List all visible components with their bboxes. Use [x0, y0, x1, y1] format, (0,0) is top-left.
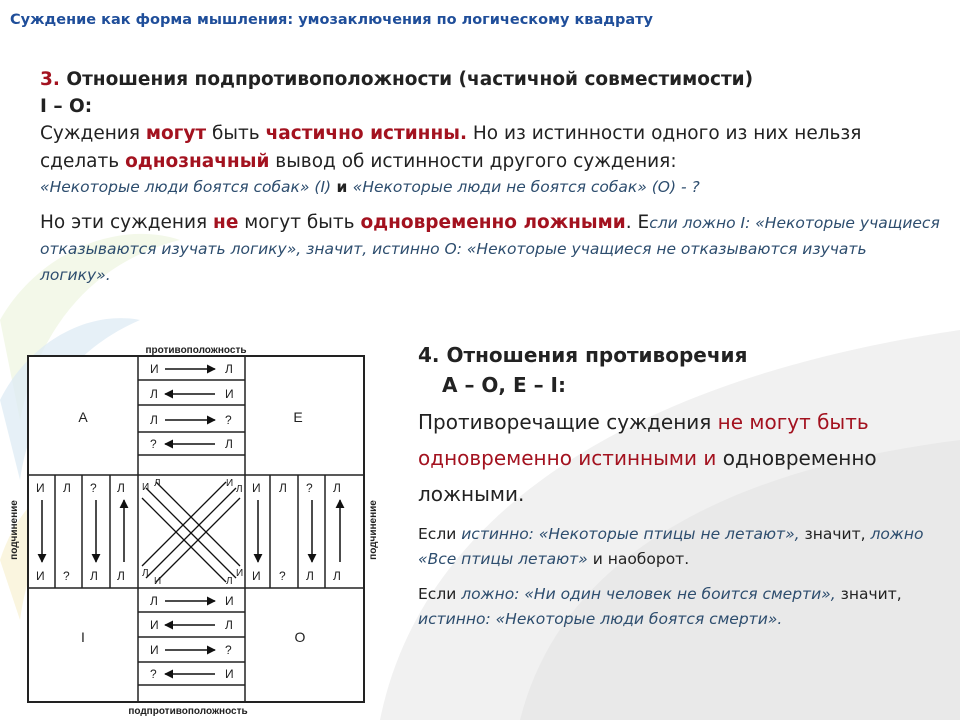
- cell-left-2-a: ?: [90, 481, 97, 495]
- text-run: значит,: [804, 525, 871, 543]
- cell-bottom-0-a: Л: [150, 594, 158, 608]
- text-run: Но из истинности одного из них нельзя сделать: [40, 123, 862, 172]
- label-contrariety: противоположность: [145, 345, 247, 356]
- cell-right-1-a: Л: [279, 481, 287, 495]
- section3-paragraph1: [40, 120, 940, 176]
- emph-run: частично истинны.: [265, 123, 467, 144]
- section4-title: 4. Отношения противоречия: [418, 343, 748, 367]
- section3-title: Отношения подпротивоположности (частичной совместимости): [59, 69, 754, 90]
- corner-a: А: [78, 409, 88, 425]
- cell-bottom-1-b: Л: [225, 618, 233, 632]
- conjunction: и: [331, 178, 353, 196]
- slide-header: Суждение как форма мышления: умозаключения по логическому квадрату: [10, 12, 653, 28]
- section4-pairs: А – О, Е – I:: [442, 373, 566, 397]
- corner-e: Е: [293, 409, 303, 425]
- corner-o: О: [294, 629, 306, 645]
- cell-bottom-2-b: ?: [225, 643, 232, 657]
- center-letter: И: [226, 478, 234, 489]
- example-text: истинно О: «Некоторые учащиеся не отказываются изучать логику».: [40, 240, 867, 284]
- text-run: Если: [418, 525, 462, 543]
- example-text: истинно: «Некоторые птицы не летают»,: [461, 525, 805, 543]
- cell-right-3-a: Л: [333, 481, 341, 495]
- emph-run: однозначный: [125, 151, 270, 172]
- label-subcontrariety: подпротивоположность: [128, 706, 248, 717]
- example-text: ложно: «Ни один человек не боится смерти»,: [461, 585, 841, 603]
- cell-top-2-b: ?: [225, 413, 232, 427]
- cell-top-0-a: И: [150, 362, 159, 376]
- section4-example1: [418, 522, 948, 572]
- label-subalternation-right: подчинение: [368, 500, 379, 560]
- cell-right-3-b: Л: [333, 569, 341, 583]
- cell-bottom-0-b: И: [225, 594, 234, 608]
- text-run: Но эти суждения: [40, 212, 214, 233]
- emph-run: одновременно ложными: [360, 212, 626, 233]
- cell-top-1-b: И: [225, 387, 234, 401]
- text-run: и наоборот.: [587, 550, 690, 568]
- text-run: могут быть: [238, 212, 361, 233]
- example-text: истинно: «Некоторые люди боятся смерти».: [418, 610, 783, 628]
- center-letter: И: [154, 576, 162, 587]
- cell-right-0-a: И: [252, 481, 261, 495]
- center-letter: Л: [142, 568, 149, 579]
- example-text: ложно I: «Некоторые учащиеся отказываются изучать логику»,: [40, 214, 940, 258]
- text-run: значит,: [306, 240, 373, 258]
- text-run: вывод об истинности другого суждения:: [269, 151, 677, 172]
- cell-top-1-a: Л: [150, 387, 158, 401]
- cell-left-3-b: Л: [117, 569, 125, 583]
- cell-right-0-b: И: [252, 569, 261, 583]
- cell-left-3-a: Л: [117, 481, 125, 495]
- text-run: одновременно ложными.: [418, 446, 877, 506]
- section4-example2: [418, 582, 948, 632]
- emph-run: не: [213, 212, 239, 233]
- text-run: быть: [206, 123, 266, 144]
- center-letter: И: [142, 482, 150, 493]
- cell-left-1-b: ?: [63, 569, 70, 583]
- cell-left-0-b: И: [36, 569, 45, 583]
- text-run: Если: [418, 585, 462, 603]
- section4-paragraph: [418, 404, 948, 512]
- center-letter: Л: [154, 478, 161, 489]
- label-subalternation-left: подчинение: [9, 500, 20, 560]
- cell-right-1-b: ?: [279, 569, 286, 583]
- corner-i: I: [81, 629, 85, 645]
- center-letter: И: [236, 568, 244, 579]
- cell-bottom-2-a: И: [150, 643, 159, 657]
- section3-example1: [40, 176, 940, 198]
- center-letter: Л: [226, 576, 233, 587]
- section3-heading: [40, 66, 940, 120]
- cell-left-0-a: И: [36, 481, 45, 495]
- cell-right-2-b: Л: [306, 569, 314, 583]
- cell-top-3-a: ?: [150, 437, 157, 451]
- emph-run: могут: [145, 123, 207, 144]
- text-run: сли: [649, 214, 683, 232]
- cell-right-2-a: ?: [306, 481, 313, 495]
- text-run: Суждения: [40, 123, 146, 144]
- text-run: значит,: [840, 585, 902, 603]
- cell-bottom-1-a: И: [150, 618, 159, 632]
- section3-paragraph2: [40, 210, 940, 288]
- example-text: «Некоторые люди боятся собак» (I): [40, 178, 332, 196]
- emph-run: не могут быть одновременно истинными и: [418, 410, 869, 470]
- section3-pair: I – O:: [40, 96, 93, 117]
- cell-bottom-3-b: И: [225, 667, 234, 681]
- example-text: ложно «Все птицы летают»: [418, 525, 924, 568]
- section3-number: 3.: [40, 69, 60, 90]
- example-text: «Некоторые люди не боятся собак» (О) - ?: [352, 178, 700, 196]
- cell-top-2-a: Л: [150, 413, 158, 427]
- cell-top-0-b: Л: [225, 362, 233, 376]
- section-subcontrary: [40, 66, 940, 288]
- section-contradiction: [418, 340, 948, 632]
- cell-bottom-3-a: ?: [150, 667, 157, 681]
- logical-square-diagram: [0, 340, 400, 720]
- text-run: . Е: [625, 212, 650, 233]
- text-run: Противоречащие суждения: [418, 410, 718, 434]
- cell-left-1-a: Л: [63, 481, 71, 495]
- center-letter: Л: [236, 484, 243, 495]
- cell-left-2-b: Л: [90, 569, 98, 583]
- cell-top-3-b: Л: [225, 437, 233, 451]
